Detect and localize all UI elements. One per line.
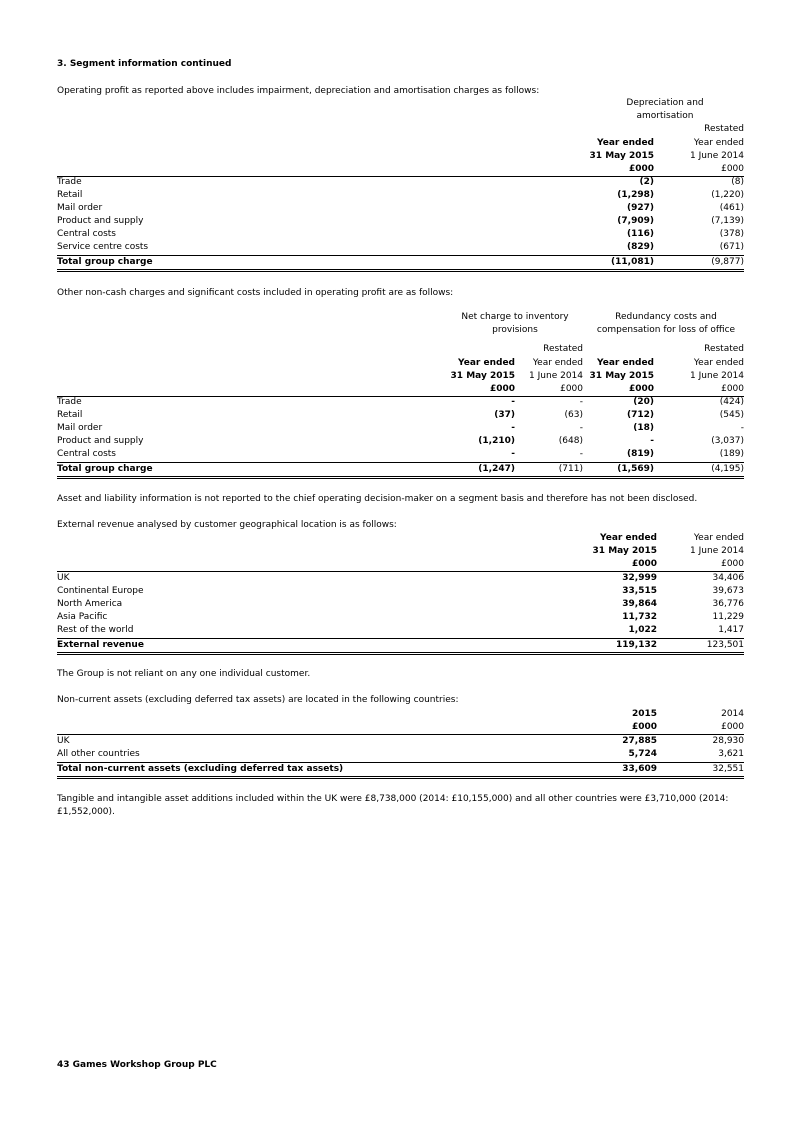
cell: (189) bbox=[719, 449, 744, 459]
cell: - bbox=[511, 423, 515, 433]
cell: 33,515 bbox=[622, 586, 657, 596]
row-label: Trade bbox=[57, 397, 82, 407]
total-cell: (711) bbox=[558, 464, 583, 474]
total-label: Total non-current assets (excluding deferred tax assets) bbox=[57, 764, 344, 774]
t2-col3-h3: £000 bbox=[628, 384, 654, 394]
double-rule bbox=[57, 652, 744, 655]
total-cell: (1,569) bbox=[617, 464, 654, 474]
cell: (2) bbox=[639, 177, 654, 187]
cell: 28,930 bbox=[712, 736, 744, 746]
t2-col1-h2: 31 May 2015 bbox=[450, 371, 515, 381]
t1-col2-h3: £000 bbox=[721, 164, 744, 174]
total-cell: 123,501 bbox=[706, 640, 744, 650]
group-header-inventory: Net charge to inventory provisions bbox=[461, 312, 569, 335]
row-label: Continental Europe bbox=[57, 586, 144, 596]
cell: 27,885 bbox=[622, 736, 657, 746]
cell: 1,417 bbox=[718, 625, 744, 635]
cell: - bbox=[579, 423, 583, 433]
section-title: 3. Segment information continued bbox=[57, 59, 232, 69]
table-row bbox=[57, 396, 744, 409]
cell: 36,776 bbox=[712, 599, 744, 609]
cell: - bbox=[511, 449, 515, 459]
cell: 3,621 bbox=[718, 749, 744, 759]
cell: (63) bbox=[564, 410, 583, 420]
t2-col2-h1: Year ended bbox=[532, 358, 583, 368]
cell: - bbox=[511, 397, 515, 407]
total-label: Total group charge bbox=[57, 464, 153, 474]
row-label: Service centre costs bbox=[57, 242, 149, 252]
total-cell: (9,877) bbox=[711, 257, 744, 267]
cell: (671) bbox=[719, 242, 744, 252]
t1-col1-h1: Year ended bbox=[597, 138, 654, 148]
cell: (18) bbox=[633, 423, 654, 433]
cell: (20) bbox=[633, 397, 654, 407]
table-row bbox=[57, 624, 744, 637]
row-label: All other countries bbox=[57, 749, 140, 759]
t1-col2-h1: Year ended bbox=[693, 138, 744, 148]
double-rule bbox=[57, 776, 744, 779]
table-row bbox=[57, 202, 744, 215]
cell: (545) bbox=[719, 410, 744, 420]
cell: (927) bbox=[626, 203, 654, 213]
t4-col2-h0: 2014 bbox=[721, 709, 744, 719]
intro-other-charges: Other non-cash charges and significant costs included in operating profit are as follows: bbox=[57, 288, 454, 298]
row-label: UK bbox=[57, 573, 70, 583]
total-label: External revenue bbox=[57, 640, 144, 650]
total-row bbox=[57, 256, 744, 269]
intro-depreciation: Operating profit as reported above includes impairment, depreciation and amortisation charges as follows: bbox=[57, 86, 540, 96]
row-label: Product and supply bbox=[57, 216, 144, 226]
cell: (712) bbox=[626, 410, 654, 420]
page-footer: 43 Games Workshop Group PLC bbox=[57, 1060, 217, 1070]
cell: (3,037) bbox=[711, 436, 744, 446]
t2-col2-h2: 1 June 2014 bbox=[529, 371, 583, 381]
cell: 39,673 bbox=[712, 586, 744, 596]
row-label: Asia Pacific bbox=[57, 612, 108, 622]
note-asset-additions: Tangible and intangible asset additions included within the UK were £8,738,000 (2014: £10,155,000) and all other countries were £3,710,000 (2014: £1,552,000). bbox=[57, 794, 729, 817]
table-row bbox=[57, 435, 744, 448]
table-row bbox=[57, 241, 744, 254]
cell: - bbox=[579, 397, 583, 407]
row-label: North America bbox=[57, 599, 123, 609]
cell: (648) bbox=[558, 436, 583, 446]
cell: 1,022 bbox=[628, 625, 657, 635]
table-row bbox=[57, 189, 744, 202]
cell: (1,220) bbox=[711, 190, 744, 200]
table-row bbox=[57, 228, 744, 241]
t2-col1-h3: £000 bbox=[489, 384, 515, 394]
cell: (1,210) bbox=[478, 436, 515, 446]
document-page bbox=[57, 0, 744, 1131]
total-cell: (1,247) bbox=[478, 464, 515, 474]
t3-col1-h2: £000 bbox=[631, 559, 657, 569]
cell: - bbox=[650, 436, 654, 446]
t2-col4-h2: 1 June 2014 bbox=[690, 371, 744, 381]
row-label: Trade bbox=[57, 177, 82, 187]
row-label: Retail bbox=[57, 190, 83, 200]
row-label: UK bbox=[57, 736, 70, 746]
total-cell: 32,551 bbox=[712, 764, 744, 774]
t2-col4-h3: £000 bbox=[721, 384, 744, 394]
cell: 11,732 bbox=[622, 612, 657, 622]
cell: (424) bbox=[719, 397, 744, 407]
row-label: Mail order bbox=[57, 203, 103, 213]
t2-col1-h1: Year ended bbox=[458, 358, 515, 368]
row-label: Mail order bbox=[57, 423, 103, 433]
total-cell: 33,609 bbox=[622, 764, 657, 774]
cell: 5,724 bbox=[628, 749, 657, 759]
cell: 32,999 bbox=[622, 573, 657, 583]
cell: 11,229 bbox=[712, 612, 744, 622]
t4-col1-h1: £000 bbox=[631, 722, 657, 732]
cell: - bbox=[579, 449, 583, 459]
cell: (829) bbox=[626, 242, 654, 252]
cell: (1,298) bbox=[617, 190, 654, 200]
t3-col2-h1: 1 June 2014 bbox=[690, 546, 744, 556]
cell: (116) bbox=[626, 229, 654, 239]
total-cell: (4,195) bbox=[711, 464, 744, 474]
row-label: Central costs bbox=[57, 449, 116, 459]
cell: (378) bbox=[719, 229, 744, 239]
row-label: Product and supply bbox=[57, 436, 144, 446]
t3-col2-h0: Year ended bbox=[693, 533, 744, 543]
total-label: Total group charge bbox=[57, 257, 153, 267]
t3-col1-h0: Year ended bbox=[600, 533, 657, 543]
cell: (7,139) bbox=[711, 216, 744, 226]
table-row bbox=[57, 598, 744, 611]
t2-col2-h3: £000 bbox=[560, 384, 583, 394]
table-row bbox=[57, 735, 744, 748]
table-row bbox=[57, 611, 744, 624]
total-row bbox=[57, 463, 744, 476]
cell: (7,909) bbox=[617, 216, 654, 226]
table-row bbox=[57, 585, 744, 598]
row-label: Retail bbox=[57, 410, 83, 420]
t1-col1-h2: 31 May 2015 bbox=[589, 151, 654, 161]
table-row bbox=[57, 448, 744, 461]
total-cell: 119,132 bbox=[616, 640, 657, 650]
note-customer-reliance: The Group is not reliant on any one individual customer. bbox=[57, 669, 311, 679]
t4-col1-h0: 2015 bbox=[631, 709, 657, 719]
cell: (461) bbox=[719, 203, 744, 213]
double-rule bbox=[57, 476, 744, 479]
table-row bbox=[57, 572, 744, 585]
cell: (8) bbox=[731, 177, 744, 187]
table-row bbox=[57, 422, 744, 435]
t4-col2-h1: £000 bbox=[721, 722, 744, 732]
table-row bbox=[57, 409, 744, 422]
t1-col2-h0: Restated bbox=[704, 124, 744, 134]
table-row bbox=[57, 176, 744, 189]
cell: 34,406 bbox=[712, 573, 744, 583]
total-cell: (11,081) bbox=[611, 257, 654, 267]
double-rule bbox=[57, 269, 744, 272]
cell: - bbox=[740, 423, 744, 433]
cell: (37) bbox=[494, 410, 515, 420]
t2-col2-h0: Restated bbox=[543, 344, 583, 354]
t2-col3-h2: 31 May 2015 bbox=[589, 371, 654, 381]
intro-external-revenue: External revenue analysed by customer geographical location is as follows: bbox=[57, 520, 397, 530]
t2-col4-h1: Year ended bbox=[693, 358, 744, 368]
t2-col4-h0: Restated bbox=[704, 344, 744, 354]
t3-col2-h2: £000 bbox=[721, 559, 744, 569]
total-row bbox=[57, 763, 744, 776]
t1-col1-h3: £000 bbox=[628, 164, 654, 174]
row-label: Central costs bbox=[57, 229, 116, 239]
note-asset-liability: Asset and liability information is not reported to the chief operating decision-maker on a segment basis and therefore has not been disclosed. bbox=[57, 494, 698, 504]
group-header-depreciation: Depreciation and amortisation bbox=[626, 98, 704, 121]
total-row bbox=[57, 639, 744, 652]
cell: (819) bbox=[626, 449, 654, 459]
table-row bbox=[57, 748, 744, 761]
cell: 39,864 bbox=[622, 599, 657, 609]
group-header-redundancy: Redundancy costs and compensation for loss of office bbox=[596, 312, 736, 335]
t2-col3-h1: Year ended bbox=[597, 358, 654, 368]
t1-col2-h2: 1 June 2014 bbox=[690, 151, 744, 161]
intro-non-current-assets: Non-current assets (excluding deferred tax assets) are located in the following countries: bbox=[57, 695, 459, 705]
table-row bbox=[57, 215, 744, 228]
t3-col1-h1: 31 May 2015 bbox=[592, 546, 657, 556]
row-label: Rest of the world bbox=[57, 625, 134, 635]
